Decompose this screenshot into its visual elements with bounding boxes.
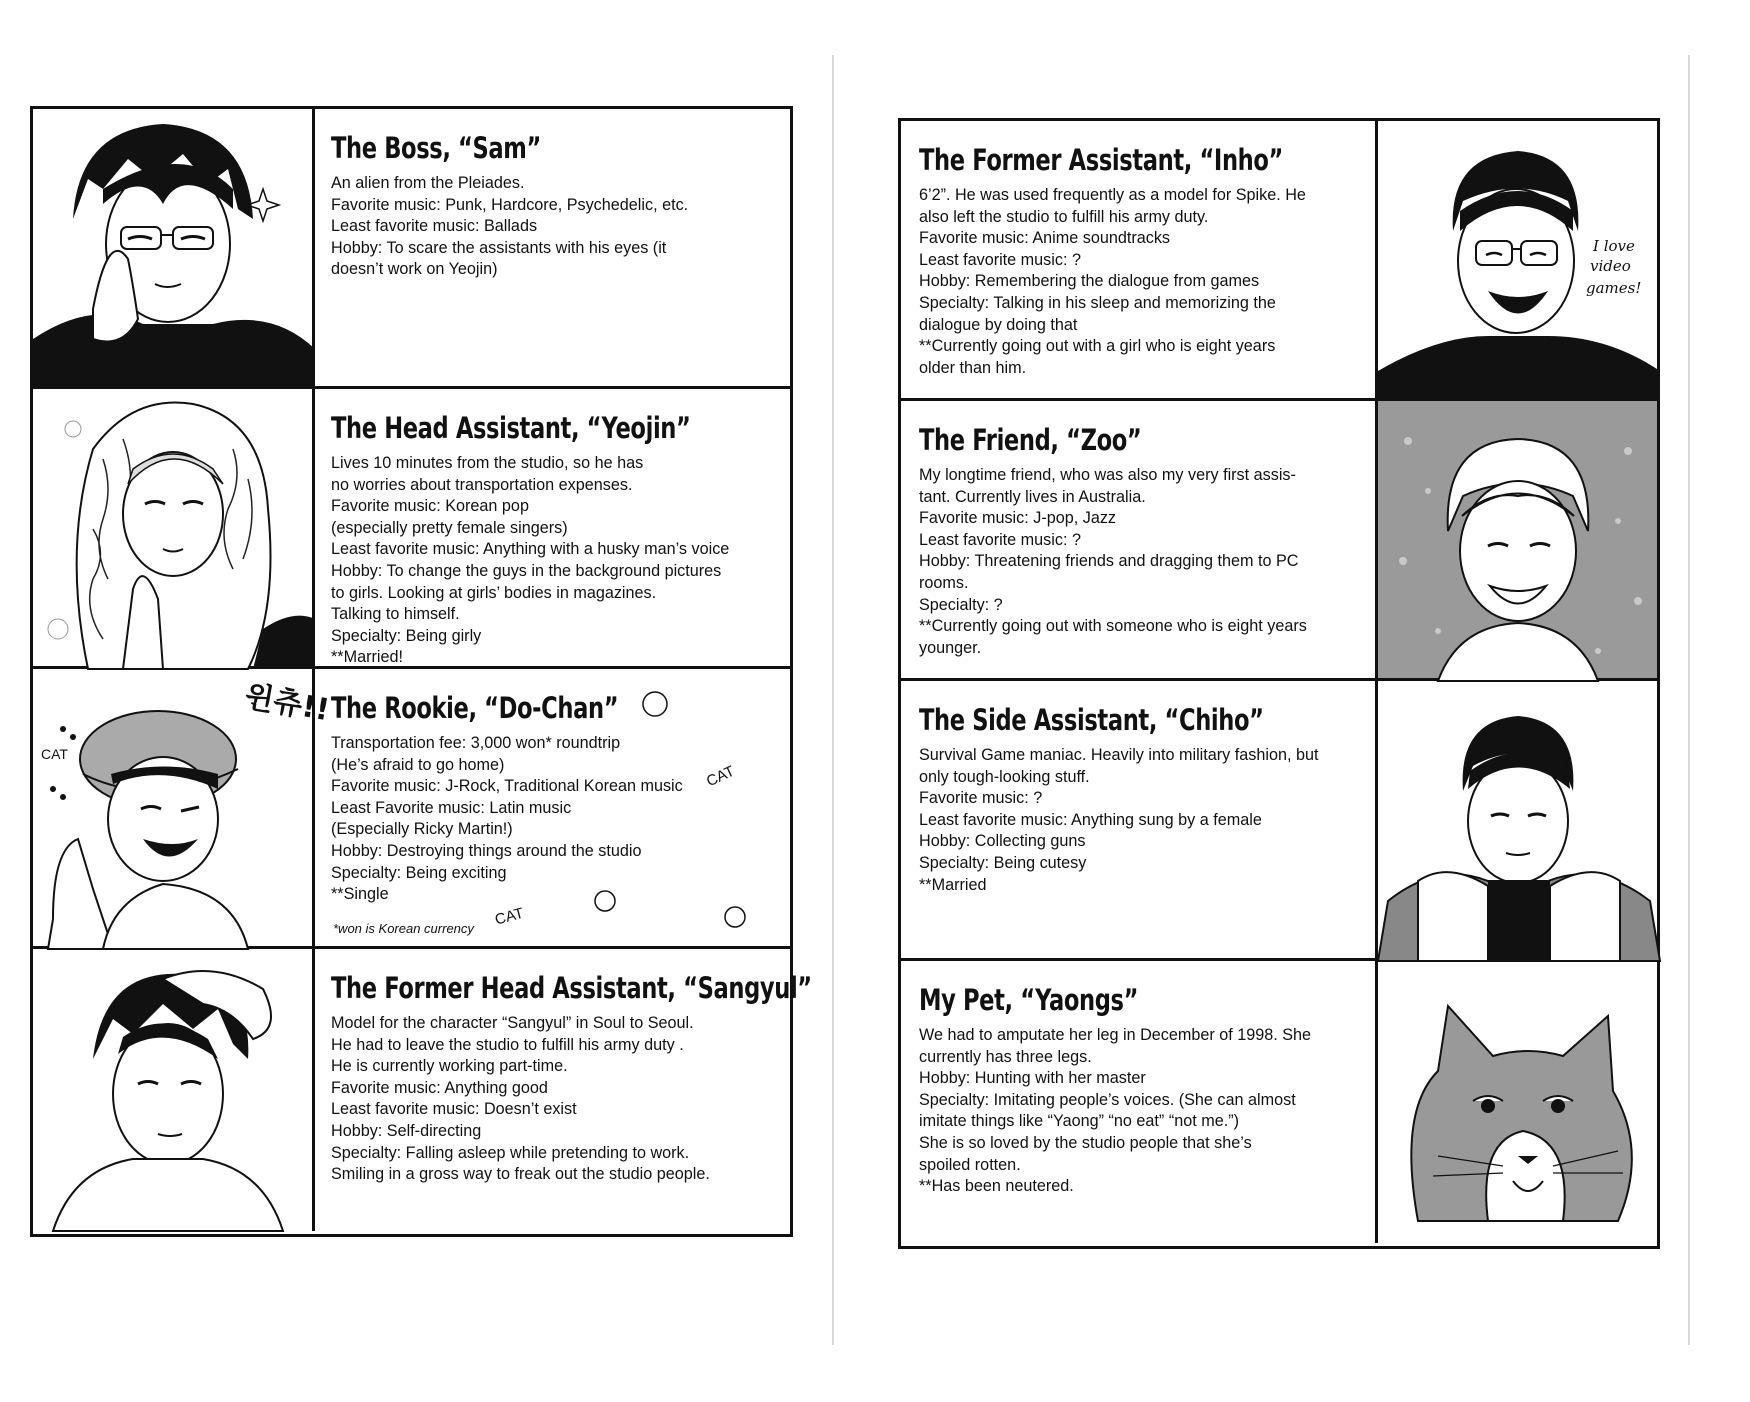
inho-title: The Former Assistant, “Inho” — [919, 143, 1284, 177]
yaongs-line: currently has three legs. — [919, 1047, 1092, 1066]
chiho-line: **Married — [919, 875, 987, 894]
sangyul-line: He had to leave the studio to fulfill his army duty . — [331, 1035, 684, 1054]
currency-footnote: *won is Korean currency — [333, 921, 474, 936]
inho-line: also left the studio to fulfill his army duty. — [919, 207, 1209, 226]
sam-line: doesn’t work on Yeojin) — [331, 260, 498, 279]
right-page-edge — [1688, 55, 1690, 1345]
yaongs-line: Specialty: Imitating people’s voices. (She can almost — [919, 1090, 1296, 1109]
do-chan-line: (He’s afraid to go home) — [331, 755, 505, 774]
inho-line: older than him. — [919, 358, 1027, 377]
zoo-line: My longtime friend, who was also my very first assis- — [919, 466, 1296, 484]
sangyul-line: Specialty: Falling asleep while pretending to work. — [331, 1143, 690, 1162]
inho-details — [919, 185, 1358, 379]
yaongs-line: Hobby: Hunting with her master — [919, 1069, 1146, 1088]
chiho-details — [919, 745, 1358, 896]
inho-line: Hobby: Remembering the dialogue from games — [919, 272, 1260, 291]
profile-row-zoo — [901, 401, 1657, 681]
yeojin-details — [331, 453, 773, 669]
inho-line: Favorite music: Anime soundtracks — [919, 229, 1171, 248]
do-chan-line: Transportation fee: 3,000 won* roundtrip — [331, 734, 621, 752]
yeojin-profile-text — [315, 389, 787, 666]
zoo-line: Hobby: Threatening friends and dragging them to PC — [919, 552, 1299, 571]
sangyul-line: Hobby: Self-directing — [331, 1121, 482, 1140]
yaongs-profile-text — [901, 961, 1372, 1243]
sam-profile-text — [315, 109, 787, 386]
profile-row-sam — [33, 109, 790, 389]
zoo-title: The Friend, “Zoo” — [919, 423, 1142, 457]
sangyul-title: The Former Head Assistant, “Sangyul” — [331, 971, 812, 1005]
yeojin-line: Favorite music: Korean pop — [331, 497, 529, 516]
do-chan-profile-text — [315, 669, 787, 946]
profile-row-yeojin — [33, 389, 790, 669]
speech-line: games! — [1586, 279, 1642, 297]
inho-profile-text — [901, 121, 1372, 398]
zoo-details — [919, 465, 1358, 659]
do-chan-line: (Especially Ricky Martin!) — [331, 820, 513, 839]
inho-line: **Currently going out with a girl who is eight years — [919, 337, 1276, 356]
do-chan-line: Favorite music: J-Rock, Traditional Korean music — [331, 777, 683, 796]
yeojin-line: Talking to himself. — [331, 605, 460, 624]
zoo-line: Least favorite music: ? — [919, 530, 1081, 549]
profile-row-inho — [901, 121, 1657, 401]
inho-line: Least favorite music: ? — [919, 250, 1081, 269]
yeojin-line: to girls. Looking at girls’ bodies in magazines. — [331, 583, 657, 602]
do-chan-title: The Rookie, “Do-Chan” — [331, 691, 619, 725]
yaongs-title: My Pet, “Yaongs” — [919, 983, 1139, 1017]
sangyul-line: Model for the character “Sangyul” in Soul to Seoul. — [331, 1014, 694, 1032]
yeojin-portrait-illustration — [33, 389, 315, 666]
cat-doodle: CAT — [41, 746, 68, 762]
profile-row-sangyul — [33, 949, 812, 1231]
zoo-line: younger. — [919, 638, 982, 657]
chiho-portrait-illustration — [1375, 681, 1657, 958]
do-chan-details — [331, 733, 773, 906]
sangyul-line: Least favorite music: Doesn’t exist — [331, 1100, 577, 1119]
chiho-profile-text — [901, 681, 1372, 958]
yaongs-line: We had to amputate her leg in December of 1998. She — [919, 1026, 1312, 1044]
yaongs-line: She is so loved by the studio people that she’s — [919, 1133, 1252, 1152]
speech-line: I love — [1593, 237, 1635, 255]
chiho-line: Hobby: Collecting guns — [919, 832, 1086, 851]
inho-portrait-illustration — [1375, 121, 1657, 398]
inho-line: Specialty: Talking in his sleep and memorizing the — [919, 293, 1276, 312]
yeojin-line: (especially pretty female singers) — [331, 518, 568, 537]
korean-exclamation: 윈츄!! — [241, 678, 333, 729]
inho-line: 6’2”. He was used frequently as a model for Spike. He — [919, 186, 1306, 204]
cat-doodle: CAT — [703, 762, 738, 791]
sam-line: Hobby: To scare the assistants with his eyes (it — [331, 238, 667, 257]
right-page-profile-grid — [898, 118, 1660, 1249]
chiho-title: The Side Assistant, “Chiho” — [919, 703, 1264, 737]
yeojin-line: no worries about transportation expenses. — [331, 475, 633, 494]
left-page-profile-grid — [30, 106, 812, 1237]
profile-row-do-chan — [33, 669, 790, 949]
zoo-line: rooms. — [919, 573, 969, 592]
left-page-edge — [832, 55, 834, 1345]
speech-line: video — [1590, 257, 1631, 275]
yaongs-line: imitate things like “Yaong” “no eat” “not me.”) — [919, 1112, 1239, 1131]
zoo-line: **Currently going out with someone who is eight years — [919, 617, 1307, 636]
sam-title: The Boss, “Sam” — [331, 131, 541, 165]
yeojin-line: Hobby: To change the guys in the background pictures — [331, 561, 722, 580]
sam-line: Favorite music: Punk, Hardcore, Psychedelic, etc. — [331, 195, 689, 214]
zoo-profile-text — [901, 401, 1372, 678]
chiho-line: Specialty: Being cutesy — [919, 853, 1087, 872]
yaongs-line: **Has been neutered. — [919, 1177, 1074, 1196]
sam-details — [331, 173, 773, 281]
do-chan-line: Specialty: Being exciting — [331, 863, 507, 882]
sangyul-line: Smiling in a gross way to freak out the studio people. — [331, 1165, 710, 1184]
yaongs-cat-illustration — [1375, 961, 1657, 1243]
yeojin-title: The Head Assistant, “Yeojin” — [331, 411, 691, 445]
chiho-line: Survival Game maniac. Heavily into military fashion, but — [919, 746, 1319, 764]
yeojin-line: Lives 10 minutes from the studio, so he has — [331, 454, 644, 472]
sam-portrait-illustration — [33, 109, 315, 386]
yaongs-details — [919, 1025, 1358, 1198]
chiho-line: Least favorite music: Anything sung by a female — [919, 810, 1262, 829]
do-chan-line: Least Favorite music: Latin music — [331, 798, 572, 817]
sangyul-profile-text — [315, 949, 812, 1231]
sangyul-portrait-illustration — [33, 949, 315, 1231]
sam-line: Least favorite music: Ballads — [331, 217, 538, 236]
zoo-line: Specialty: ? — [919, 595, 1003, 614]
sam-line: An alien from the Pleiades. — [331, 174, 525, 192]
sangyul-line: He is currently working part-time. — [331, 1057, 568, 1076]
sangyul-details — [331, 1013, 773, 1186]
do-chan-line: **Single — [331, 885, 389, 904]
chiho-line: only tough-looking stuff. — [919, 767, 1090, 786]
cat-doodle: CAT — [493, 904, 526, 929]
chiho-line: Favorite music: ? — [919, 789, 1043, 808]
zoo-line: Favorite music: J-pop, Jazz — [919, 509, 1117, 528]
do-chan-portrait-illustration — [33, 669, 333, 946]
yaongs-line: spoiled rotten. — [919, 1155, 1021, 1174]
do-chan-line: Hobby: Destroying things around the studio — [331, 841, 642, 860]
zoo-portrait-illustration — [1375, 401, 1657, 678]
yeojin-line: Least favorite music: Anything with a husky man’s voice — [331, 540, 730, 559]
sangyul-line: Favorite music: Anything good — [331, 1078, 548, 1097]
inho-line: dialogue by doing that — [919, 315, 1078, 334]
profile-row-yaongs — [901, 961, 1657, 1243]
profile-row-chiho — [901, 681, 1657, 961]
zoo-line: tant. Currently lives in Australia. — [919, 487, 1146, 506]
yeojin-line: Specialty: Being girly — [331, 626, 482, 645]
yeojin-line: **Married! — [331, 648, 403, 667]
